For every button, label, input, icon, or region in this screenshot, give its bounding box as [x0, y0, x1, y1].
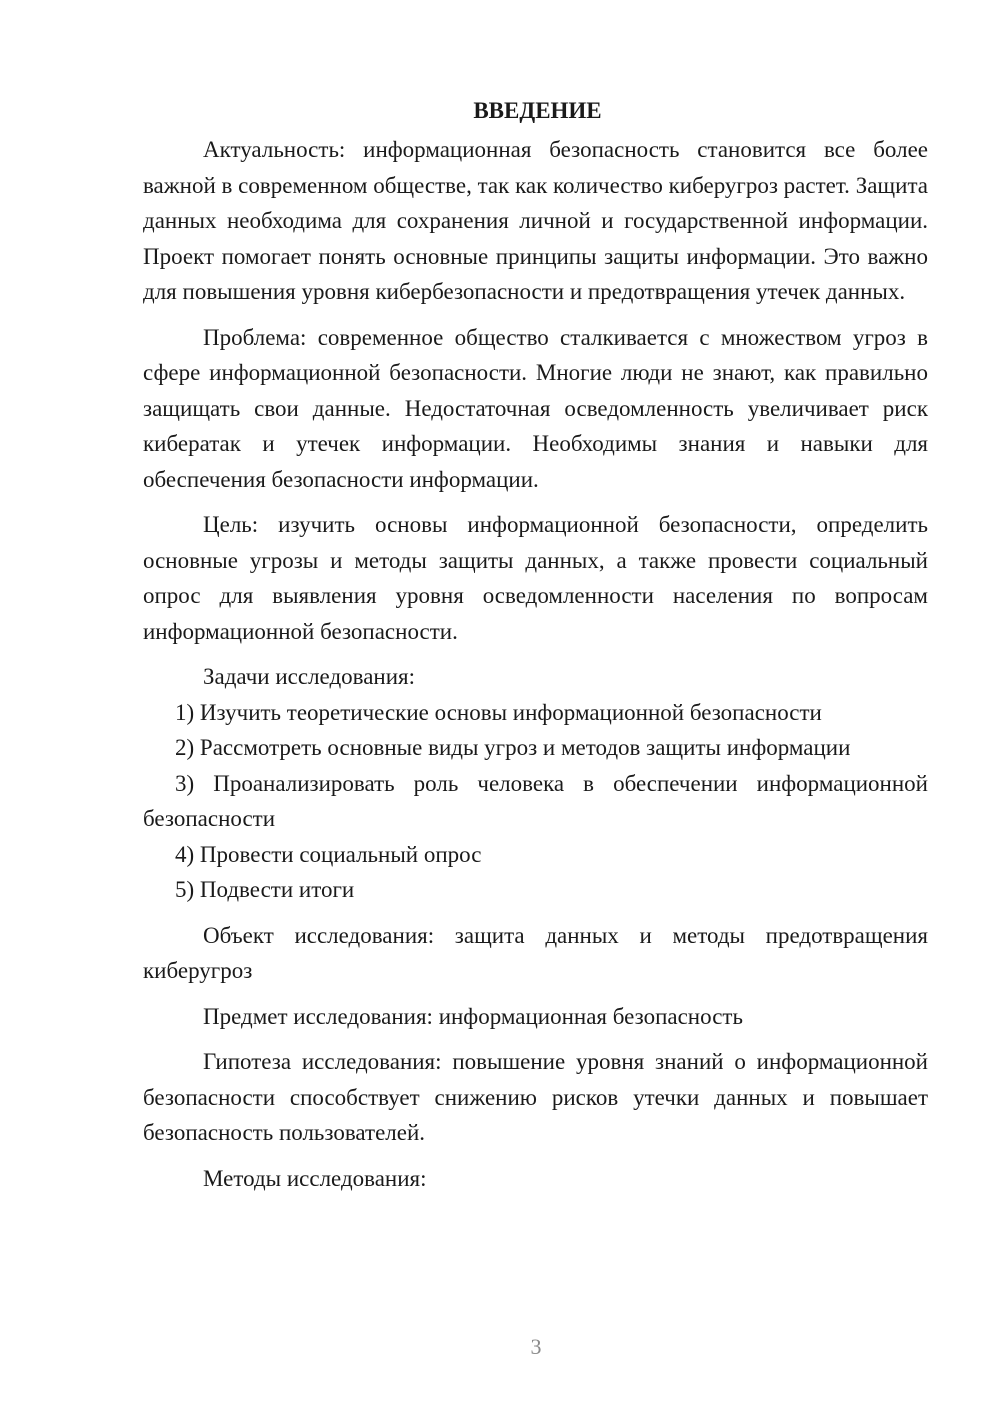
hypothesis-paragraph: Гипотеза исследования: повышение уровня знаний о информационной безопасности способствует снижению рисков утечки данных и повышает безопасность пользователей.	[143, 1049, 928, 1145]
problem-paragraph: Проблема: современное общество сталкивается с множеством угроз в сфере информационной безопасности. Многие люди не знают, как правильно защищать свои данные. Недостаточная осведомленность увеличивает риск кибератак и утечек информации. Необходимы знания и навыки для обеспечения безопасности информации.	[143, 324, 928, 492]
subject-paragraph: Предмет исследования: информационная безопасность	[203, 1003, 743, 1029]
relevance-paragraph: Актуальность: информационная безопасность становится все более важной в современном обществе, так как количество киберугроз растет. Защита данных необходима для сохранения личной и государственной информации. Проект помогает понять основные принципы защиты информации. Это важно для повышения уровня кибербезопасности и предотвращения утечек данных.	[143, 137, 928, 304]
task-item-3: 3) Проанализировать роль человека в обеспечении информационной безопасности	[143, 770, 928, 831]
goal-paragraph: Цель: изучить основы информационной безопасности, определить основные угрозы и методы защиты данных, а также провести социальный опрос для выявления уровня осведомленности населения по вопросам информационной безопасности.	[143, 512, 928, 644]
page-number: 3	[530, 1334, 542, 1359]
task-item-4: 4) Провести социальный опрос	[175, 841, 482, 867]
task-item-5: 5) Подвести итоги	[175, 877, 355, 902]
page-content	[143, 93, 928, 1196]
tasks-heading: Задачи исследования:	[203, 664, 416, 689]
task-item-1: 1) Изучить теоретические основы информационной безопасности	[175, 699, 822, 725]
object-paragraph: Объект исследования: защита данных и методы предотвращения киберугроз	[143, 922, 928, 983]
methods-heading: Методы исследования:	[203, 1165, 427, 1191]
task-item-2: 2) Рассмотреть основные виды угроз и методов защиты информации	[175, 735, 851, 760]
page-title: ВВЕДЕНИЕ	[473, 98, 602, 123]
